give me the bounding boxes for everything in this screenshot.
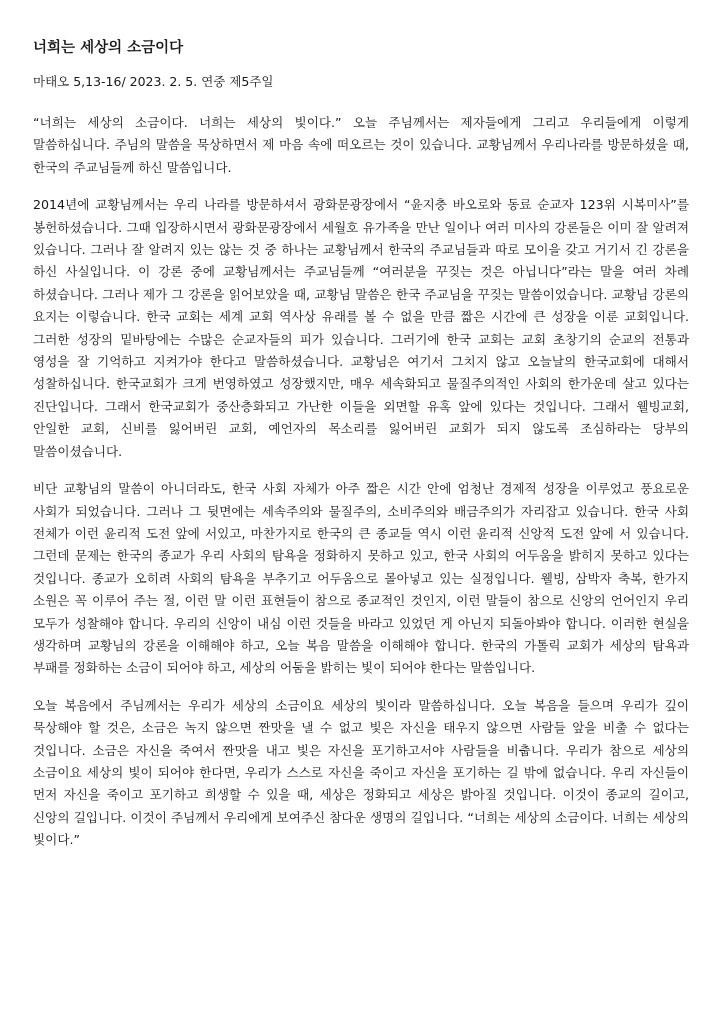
paragraph-4: 오늘 복음에서 주님께서는 우리가 세상의 소금이요 세상의 빛이라 말씀하십니다. 오늘 복음을 들으며 우리가 깊이 묵상해야 할 것은, 소금은 녹지 않으면 짠맛을 낼 수 없고 빛은 자신을 태우지 않으면 사람들 앞을 비출 수 없다는 것입니다. 소금은 자신을 죽여서 짠맛을 내고 빛은 자신을 포기하고서야 사람들을 비춥니다. 우리가 참으로 세상의 소금이요 세상의 빛이 되어야 한다면, 우리가 스스로 자신을 죽이고 자신을 포기하는 길 밖에 없습니다. 우리 자신들이 먼저 자신을 죽이고 포기하고 희생할 수 있을 때, 세상은 정화되고 세상은 밝아질 것입니다. 이것이 종교의 길이고, 신앙의 길입니다. 이것이 주님께서 우리에게 보여주신 참다운 생명의 길입니다. “너희는 세상의 소금이다. 너희는 세상의 빛이다.” xyxy=(33,697,689,848)
paragraph-3: 비단 교황님의 말씀이 아니더라도, 한국 사회 자체가 아주 짧은 시간 안에 엄청난 경제적 성장을 이루었고 풍요로운 사회가 되었습니다. 그러나 그 뒷면에는 세속주의와 물질주의, 소비주의와 배금주의가 자리잡고 있습니다. 한국 사회 전체가 이런 윤리적 도전 앞에 서있고, 마찬가지로 한국의 큰 종교들 역시 이런 윤리적 신앙적 도전 앞에 서 있습니다. 그런데 문제는 한국의 종교가 우리 사회의 탐욕을 정화하지 못하고 있고, 한국 사회의 어두움을 밝히지 못하고 있다는 것입니다. 종교가 오히려 사회의 탐욕을 부추기고 어두움으로 몰아넣고 있는 실정입니다. 웰빙, 삼박자 축복, 한가지 소원은 꼭 이루어 주는 절, 이런 말 이런 표현들이 참으로 종교적인 것인지, 이런 말들이 참으로 신앙의 언어인지 우리 모두가 성찰해야 합니다. 우리의 신앙이 내심 이런 것들을 바라고 있었던 게 아닌지 되돌아봐야 합니다. 이러한 현실을 생각하며 교황님의 강론을 이해해야 하고, 오늘 복음 말씀을 이해해야 합니다. 한국의 가톨릭 교회가 세상의 탐욕과 부패를 정화하는 소금이 되어야 하고, 세상의 어둠을 밝히는 빛이 되어야 한다는 말씀입니다. xyxy=(33,481,689,676)
document-title: 너희는 세상의 소금이다 xyxy=(33,40,184,56)
scripture-reference: 마태오 5,13-16/ 2023. 2. 5. 연중 제5주일 xyxy=(33,74,274,89)
paragraph-2: 2014년에 교황님께서는 우리 나라를 방문하셔서 광화문광장에서 “윤지충 바오로와 동료 순교자 123위 시복미사”를 봉헌하셨습니다. 그때 입장하시면서 광화문광장에서 세월호 유가족을 만난 일이나 여러 미사의 강론들은 이미 잘 알려져 있습니다. 그러나 잘 알려지 있는 않는 것 중 하나는 교황님께서 한국의 주교님들과 따로 모이을 갖고 거기서 긴 강론을 하신 사실입니다. 이 강론 중에 교황님께서는 주교님들께 “여러분을 꾸짖는 것은 아닙니다”라는 말을 여러 차례 하셨습니다. 그러나 제가 그 강론을 읽어보았을 때, 교황님 말씀은 한국 주교님을 꾸짖는 말씀이었습니다. 교황님 강론의 요지는 이렇습니다. 한국 교회는 세계 교회 역사상 유래를 볼 수 없을 만큼 짧은 시간에 큰 성장을 이룬 교회입니다. 그러한 성장의 밑바탕에는 수많은 순교자들의 피가 있습니다. 그러기에 한국 교회는 교회 초창기의 순교의 전통과 영성을 잘 기억하고 지켜가야 한다고 말씀하셨습니다. 교황님은 여기서 그치지 않고 오늘날의 한국교회에 대해서 성찰하십니다. 한국교회가 크게 번영하였고 성장했지만, 매우 세속화되고 물질주의적인 사회의 한가운데 살고 있다는 진단입니다. 그래서 한국교회가 중산층화되고 가난한 이들을 외면할 유혹 앞에 있다는 것입니다. 그래서 웰빙교회, 안일한 교회, 신비를 잃어버린 교회, 예언자의 목소리를 잃어버린 교회가 되지 않도록 조심하라는 당부의 말씀이셨습니다. xyxy=(33,197,689,459)
paragraph-1: “너희는 세상의 소금이다. 너희는 세상의 빛이다.” 오늘 주님께서는 제자들에게 그리고 우리들에게 이렇게 말씀하십니다. 주님의 말씀을 묵상하면서 제 마음 속에 떠오르는 것이 있습니다. 교황님께서 우리나라를 방문하셨을 때, 한국의 주교님들께 하신 말씀입니다. xyxy=(33,115,689,175)
